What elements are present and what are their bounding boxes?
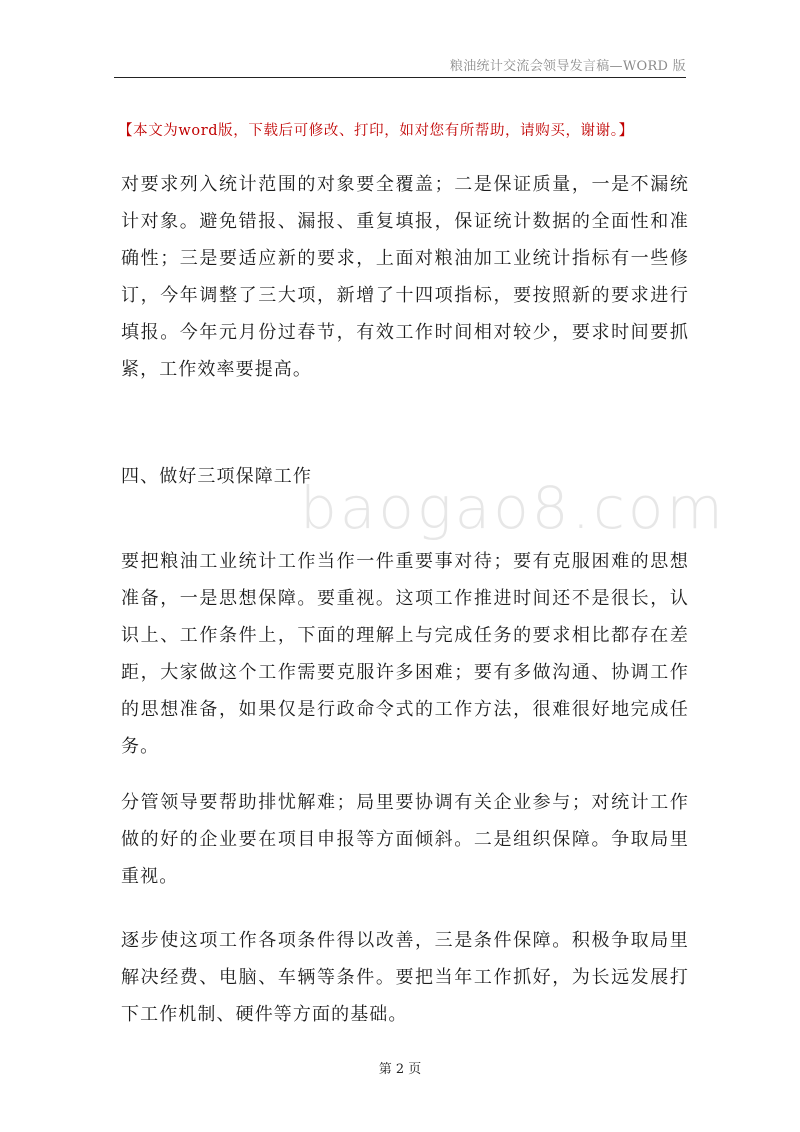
paragraph-4: 逐步使这项工作各项条件得以改善，三是条件保障。积极争取局里解决经费、电脑、车辆等条件。要把当年工作抓好，为长远发展打下工作机制、硬件等方面的基础。 — [121, 930, 689, 1025]
paragraph-3: 分管领导要帮助排忧解难；局里要协调有关企业参与；对统计工作做的好的企业要在项目申报等方面倾斜。二是组织保障。争取局里重视。 — [121, 792, 689, 887]
page-number: 第 2 页 — [378, 1062, 422, 1077]
section-heading: 四、做好三项保障工作 — [121, 466, 312, 487]
paragraph-2: 要把粮油工业统计工作当作一件重要事对待；要有克服困难的思想准备，一是思想保障。要重视。这项工作推进时间还不是很长，认识上、工作条件上，下面的理解上与完成任务的要求相比都存在差距，大家做这个工作需要克服许多困难；要有多做沟通、协调工作的思想准备，如果仅是行政命令式的工作方法，很难很好地完成任务。 — [121, 551, 689, 757]
header-title: 粮油统计交流会领导发言稿—WORD 版 — [449, 59, 686, 74]
watermark: baogao8.com — [300, 474, 726, 542]
purchase-notice: 【本文为word版，下载后可修改、打印，如对您有所帮助，请购买，谢谢。】 — [118, 123, 634, 139]
paragraph-1: 对要求列入统计范围的对象要全覆盖；二是保证质量，一是不漏统计对象。避免错报、漏报、重复填报，保证统计数据的全面性和准确性；三是要适应新的要求，上面对粮油加工业统计指标有一些修订，今年调整了三大项，新增了十四项指标，要按照新的要求进行填报。今年元月份过春节，有效工作时间相对较少，要求时间要抓紧，工作效率要提高。 — [121, 174, 689, 380]
header-divider — [114, 77, 686, 78]
